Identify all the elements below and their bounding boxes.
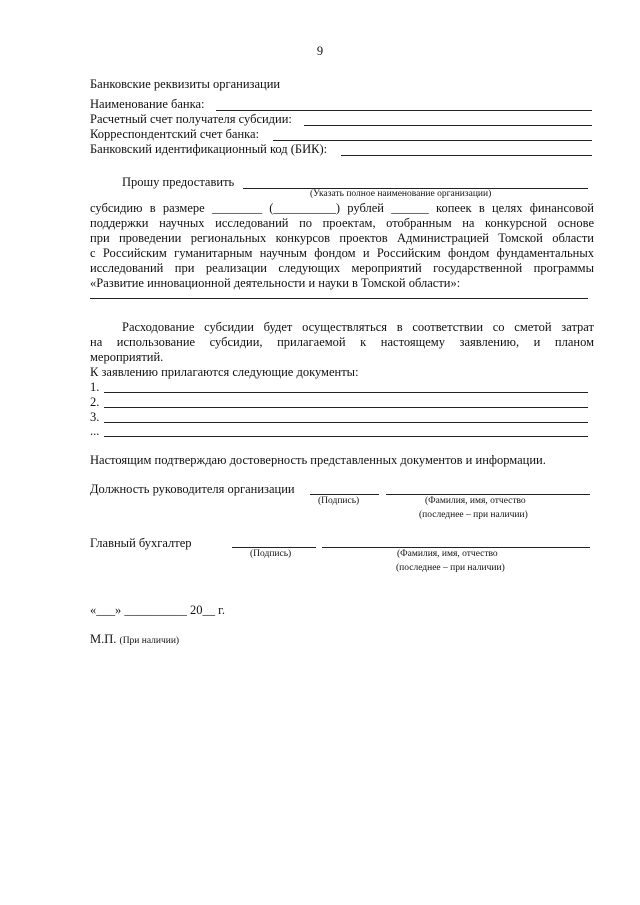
confirmation-text: Настоящим подтверждаю достоверность представленных документов и информации.: [90, 453, 546, 467]
document-item-more-field[interactable]: [104, 436, 588, 437]
stamp-label: М.П.: [90, 632, 117, 646]
organization-hint: (Указать полное наименование организации): [310, 189, 492, 199]
request-line-6: «Развитие инновационной деятельности и науки в Томской области»:: [90, 276, 461, 290]
date-line[interactable]: «___» __________ 20__ г.: [90, 603, 225, 617]
corr-account-label: Корреспондентский счет банка:: [90, 127, 260, 141]
spending-line-3: мероприятий.: [90, 350, 164, 364]
document-item-more: ...: [90, 424, 100, 438]
stamp-line: [90, 632, 179, 647]
corr-account-field[interactable]: [273, 140, 592, 141]
accountant-signature-field[interactable]: [232, 547, 316, 548]
bank-heading: Банковские реквизиты организации: [90, 77, 281, 91]
request-line-1: субсидию в размере ________ (__________) рублей ______ копеек в целях финансовой: [90, 201, 594, 215]
bank-name-label: Наименование банка:: [90, 97, 205, 111]
document-item-2-field[interactable]: [104, 407, 588, 408]
head-signature-hint: (Подпись): [318, 496, 360, 506]
document-item-1-number: 1.: [90, 380, 100, 394]
head-fio-hint: (Фамилия, имя, отчество: [425, 496, 526, 506]
accountant-label: Главный бухгалтер: [90, 536, 192, 550]
account-label: Расчетный счет получателя субсидии:: [90, 112, 292, 126]
request-line-3: при проведении региональных конкурсов проектов Администрацией Томской области: [90, 231, 594, 245]
head-fio-field[interactable]: [386, 494, 590, 495]
accountant-fio-field[interactable]: [322, 547, 590, 548]
accountant-fio-hint: (Фамилия, имя, отчество: [397, 549, 498, 559]
bank-name-field[interactable]: [216, 110, 592, 111]
activities-field[interactable]: [90, 298, 588, 299]
request-line-4: с Российским гуманитарным научным фондом и Российским фондом фундаментальных: [90, 246, 594, 260]
request-line-5: исследований при реализации следующих мероприятий государственной программы: [90, 261, 594, 275]
document-item-1-field[interactable]: [104, 392, 588, 393]
document-item-2-number: 2.: [90, 395, 100, 409]
account-field[interactable]: [304, 125, 592, 126]
documents-label: К заявлению прилагаются следующие документы:: [90, 365, 359, 379]
head-signature-field[interactable]: [310, 494, 379, 495]
document-item-3-number: 3.: [90, 410, 100, 424]
head-fio-hint-2: (последнее – при наличии): [419, 510, 528, 520]
request-intro: Прошу предоставить: [122, 175, 235, 189]
document-item-3-field[interactable]: [104, 422, 588, 423]
spending-line-1: Расходование субсидии будет осуществляться в соответствии со сметой затрат: [122, 320, 594, 334]
bik-label: Банковский идентификационный код (БИК):: [90, 142, 328, 156]
accountant-signature-hint: (Подпись): [250, 549, 292, 559]
head-position-label: Должность руководителя организации: [90, 482, 295, 496]
accountant-fio-hint-2: (последнее – при наличии): [396, 563, 505, 573]
request-line-2: поддержки научных исследований по проектам, отобранным на конкурсной основе: [90, 216, 594, 230]
stamp-hint: (При наличии): [119, 636, 180, 646]
page-number: 9: [316, 44, 324, 58]
spending-line-2: на использование субсидии, прилагаемой к настоящему заявлению, и планом: [90, 335, 594, 349]
bik-field[interactable]: [341, 155, 592, 156]
